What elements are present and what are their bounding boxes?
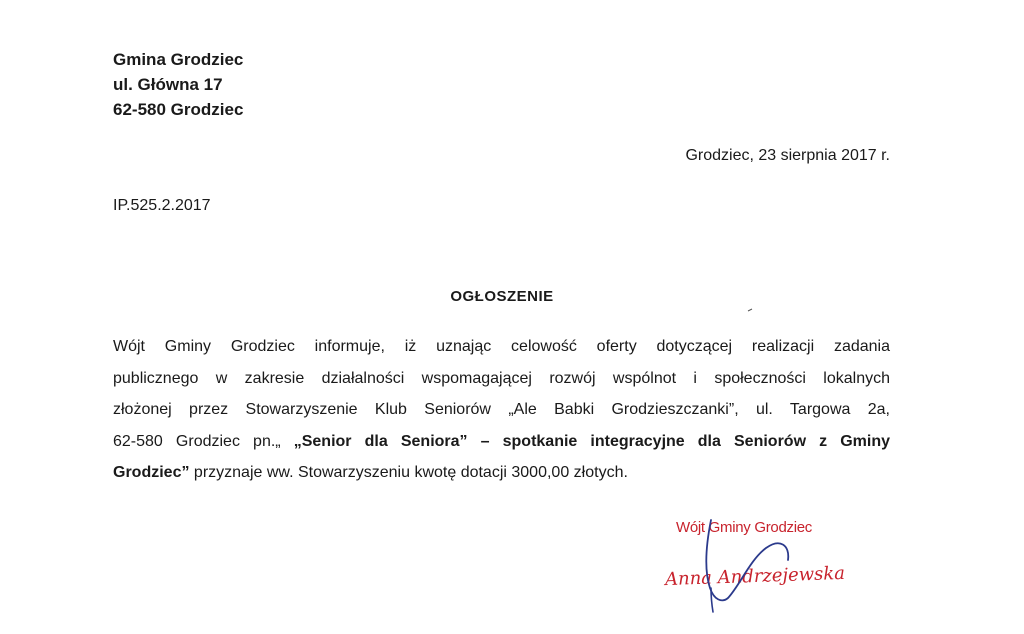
task-title-part-2: Grodziec” xyxy=(113,464,190,481)
signatory-name: Anna Andrzejewska xyxy=(664,562,846,591)
body-line-5 xyxy=(113,457,890,489)
document-title: OGŁOSZENIE xyxy=(450,288,554,305)
place-date: Grodziec, 23 sierpnia 2017 r. xyxy=(685,147,890,164)
body-line-2: publicznego w zakresie działalności wspomagającej rozwój wspólnot i społeczności lokalnych xyxy=(113,369,890,387)
sender-name: Gmina Grodziec xyxy=(113,50,244,69)
sender-street: ul. Główna 17 xyxy=(113,75,223,94)
announcement-body xyxy=(113,331,890,489)
body-line-3: złożonej przez Stowarzyszenie Klub Seniorów „Ale Babki Grodzieszczanki”, ul. Targowa 2a, xyxy=(113,401,890,418)
body-line-4-start: 62-580 Grodziec pn.„ xyxy=(113,432,294,450)
sender-city: 62-580 Grodziec xyxy=(113,100,244,119)
body-line-1: Wójt Gminy Grodziec informuje, iż uznając celowość oferty dotyczącej realizacji zadania xyxy=(113,338,890,355)
task-title-part-1: „Senior dla Seniora” – spotkanie integracyjne dla Seniorów z Gminy xyxy=(293,432,891,450)
body-line-4 xyxy=(113,426,890,458)
signature-stamp: Wójt Gminy Grodziec xyxy=(676,519,812,536)
body-line-5-rest: przyznaje ww. Stowarzyszeniu kwotę dotacji 3000,00 złotych. xyxy=(189,464,628,481)
reference-number: IP.525.2.2017 xyxy=(113,197,211,214)
sender-address xyxy=(113,47,243,122)
